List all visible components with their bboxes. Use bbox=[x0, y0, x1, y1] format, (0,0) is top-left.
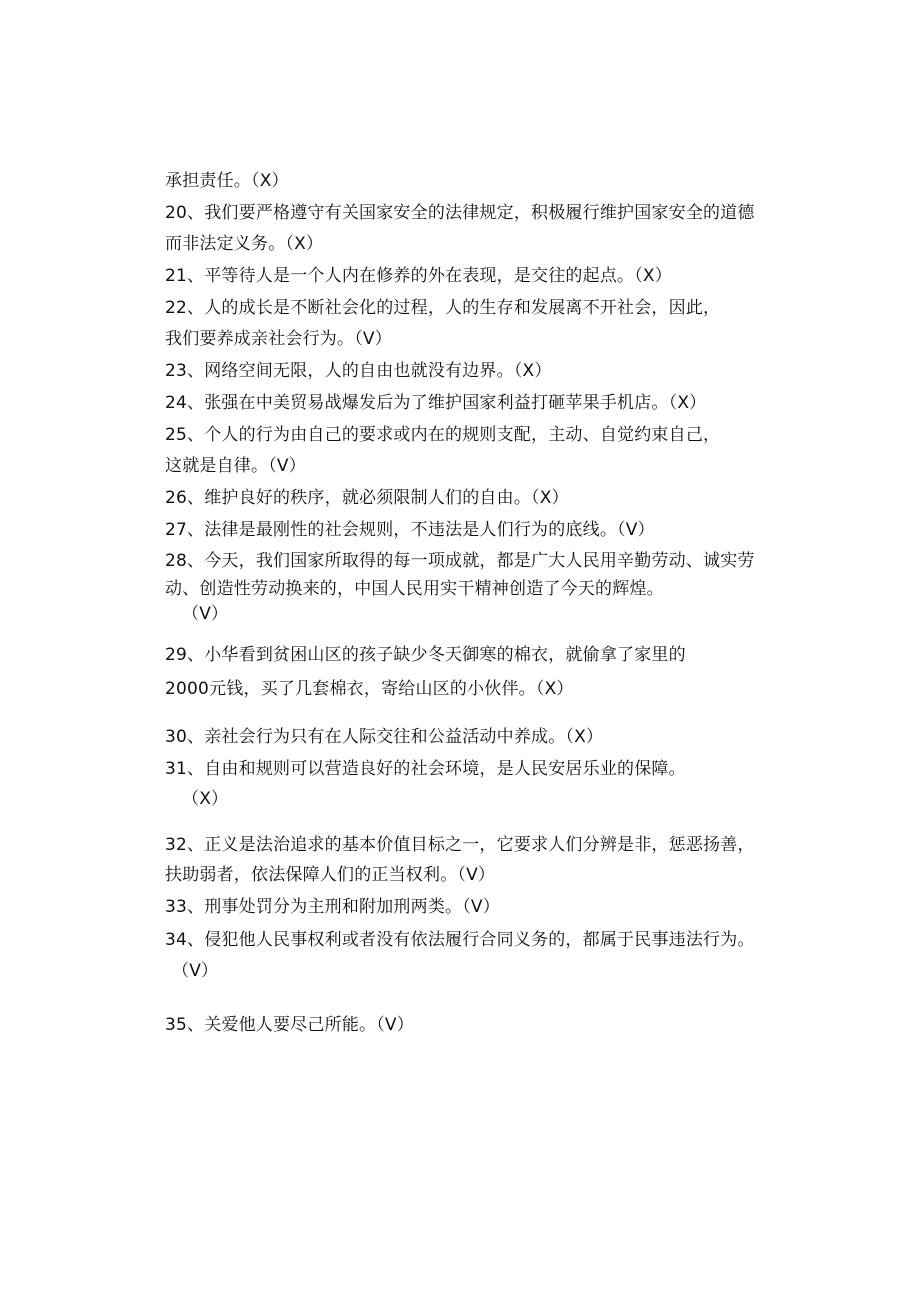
text-line: （V） bbox=[172, 961, 219, 981]
text-line: 2000元钱，买了几套棉衣，寄给山区的小伙伴。（X） bbox=[165, 679, 574, 699]
text-line: 扶助弱者，依法保障人们的正当权利。（V） bbox=[165, 865, 496, 885]
text-line: 而非法定义务。（X） bbox=[165, 234, 324, 254]
text-line: 31、自由和规则可以营造良好的社会环境，是人民安居乐业的保障。 bbox=[165, 759, 686, 779]
text-line: 20、我们要严格遵守有关国家安全的法律规定，积极履行维护国家安全的道德 bbox=[165, 203, 755, 223]
text-line: （X） bbox=[182, 789, 229, 809]
text-line: 23、网络空间无限，人的自由也就没有边界。（X） bbox=[165, 361, 552, 381]
text-line: 33、刑事处罚分为主刑和附加刑两类。（V） bbox=[165, 897, 500, 917]
text-line: 我们要养成亲社会行为。（V） bbox=[165, 329, 392, 349]
text-line: 承担责任。（X） bbox=[165, 171, 289, 191]
text-line: 28、今天，我们国家所取得的每一项成就，都是广大人民用辛勤劳动、诚实劳 bbox=[165, 551, 755, 571]
text-line: 30、亲社会行为只有在人际交往和公益活动中养成。（X） bbox=[165, 727, 604, 747]
text-line: 35、关爱他人要尽己所能。（V） bbox=[165, 1015, 414, 1035]
text-line: 22、人的成长是不断社会化的过程，人的生存和发展离不开社会，因此， bbox=[165, 298, 721, 318]
text-line: 24、张强在中美贸易战爆发后为了维护国家利益打砸苹果手机店。（X） bbox=[165, 393, 707, 413]
text-line: （V） bbox=[182, 604, 229, 624]
text-line: 29、小华看到贫困山区的孩子缺少冬天御寒的棉衣，就偷拿了家里的 bbox=[165, 645, 686, 665]
text-line: 21、平等待人是一个人内在修养的外在表现，是交往的起点。（X） bbox=[165, 266, 672, 286]
text-line: 34、侵犯他人民事权利或者没有依法履行合同义务的，都属于民事违法行为。 bbox=[165, 930, 755, 950]
text-line: 27、法律是最刚性的社会规则，不违法是人们行为的底线。（V） bbox=[165, 520, 655, 540]
text-line: 32、正义是法治追求的基本价值目标之一，它要求人们分辨是非，惩恶扬善， bbox=[165, 835, 755, 855]
text-line: 26、维护良好的秩序，就必须限制人们的自由。（X） bbox=[165, 488, 569, 508]
text-line: 这就是自律。（V） bbox=[165, 456, 306, 476]
text-line: 动、创造性劳动换来的，中国人民用实干精神创造了今天的辉煌。 bbox=[165, 579, 664, 599]
text-line: 25、个人的行为由自己的要求或内在的规则支配，主动、自觉约束自己， bbox=[165, 425, 721, 445]
